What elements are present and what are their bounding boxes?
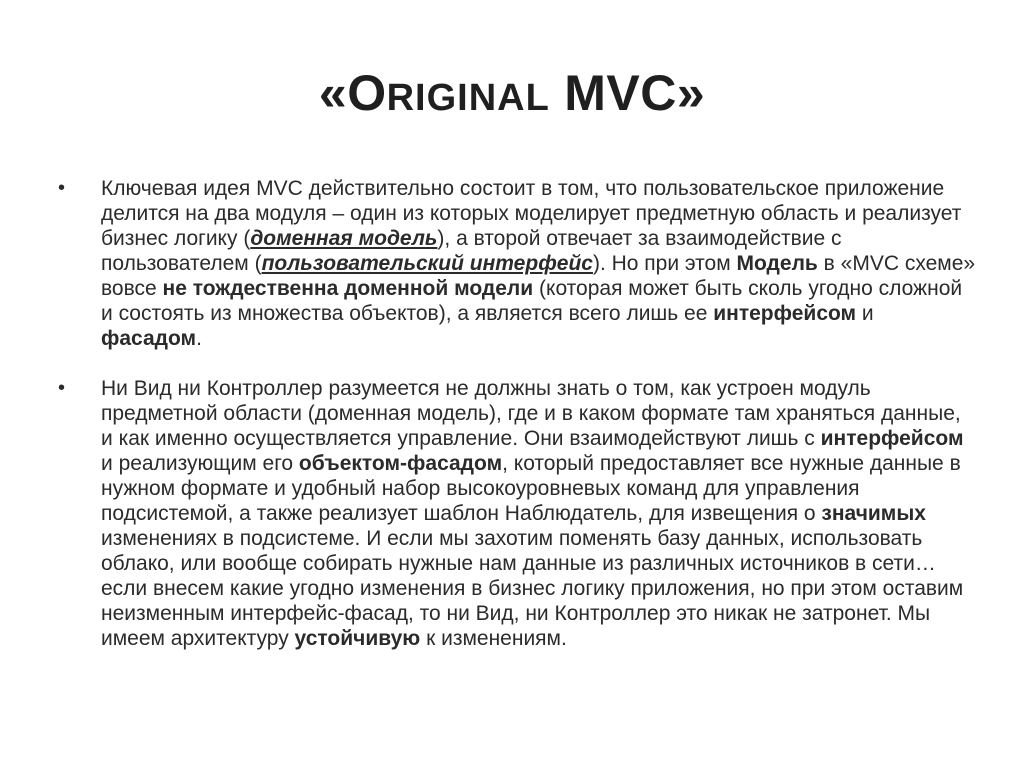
emphasis-user-interface: пользовательский интерфейс [261,252,593,275]
text-span: к изменениям. [420,627,567,650]
bold-facade-object: объектом-фасадом [298,452,503,475]
text-span: и реализующим его [101,452,299,475]
bullet-dot-icon: • [58,177,66,199]
text-span: изменениях в подсистеме. И если мы захотим поменять базу данных, использовать облако, или вообще собирать нужные нам данные из различных источников в сети… если внесем какие угодно изменения в бизнес логику приложения, но при этом оставим неизменным интерфейс-фасад, то ни Вид, ни Контроллер это никак не затронет. Мы имеем архитектуру [101,527,964,650]
bold-facade: фасадом [101,327,197,350]
bullet-item-1 [58,176,978,351]
bullet-dot-icon: • [58,377,66,399]
bullet-item-2 [58,376,978,651]
bullet-text-2 [101,377,963,650]
title-initial: O [347,65,387,121]
title-small-caps: RIGINAL [386,77,550,119]
text-span: ), а второй отвечает за взаимодействие с пользователем ( [101,227,842,275]
bold-interface: интерфейсом [713,302,857,325]
text-span: Ни Вид ни Контроллер разумеется не должны знать о том, как устроен модуль предметной области (доменная модель), где и в каком формате там храняться данные, и как именно осуществляется управление. Они взаимодействуют лишь с [101,377,961,450]
bold-model: Модель [736,252,818,275]
text-span: Ключевая идея MVC действительно состоит в том, что пользовательское приложение делится на два модуля – один из которых моделирует предметную область и реализует бизнес логику ( [101,177,962,250]
emphasis-domain-model: доменная модель [250,227,438,250]
title-close-quote: » [676,65,706,121]
bold-significant: значимых [821,502,926,525]
bold-resilient: устойчивую [294,627,421,650]
text-span: (которая может быть сколь угодно сложной и состоять из множества объектов), а является всего лишь ее [101,277,963,325]
text-span: . [196,327,202,350]
bold-interface: интерфейсом [820,427,964,450]
bullet-text-1 [101,177,975,350]
bullet-list [58,176,978,651]
text-span: и [856,302,874,325]
text-span: , который предоставляет все нужные данные в нужном формате и удобный набор высокоуровневых команд для управления подсистемой, а также реализует шаблон Наблюдатель, для извещения о [101,452,961,525]
title-open-quote: « [318,65,348,121]
slide-title [0,64,1024,122]
text-span: в «MVC схеме» вовсе [101,252,976,300]
text-span: ). Но при этом [592,252,737,275]
title-rest: MVC [549,65,677,121]
bold-not-identical: не тождественна доменной модели [162,277,534,300]
